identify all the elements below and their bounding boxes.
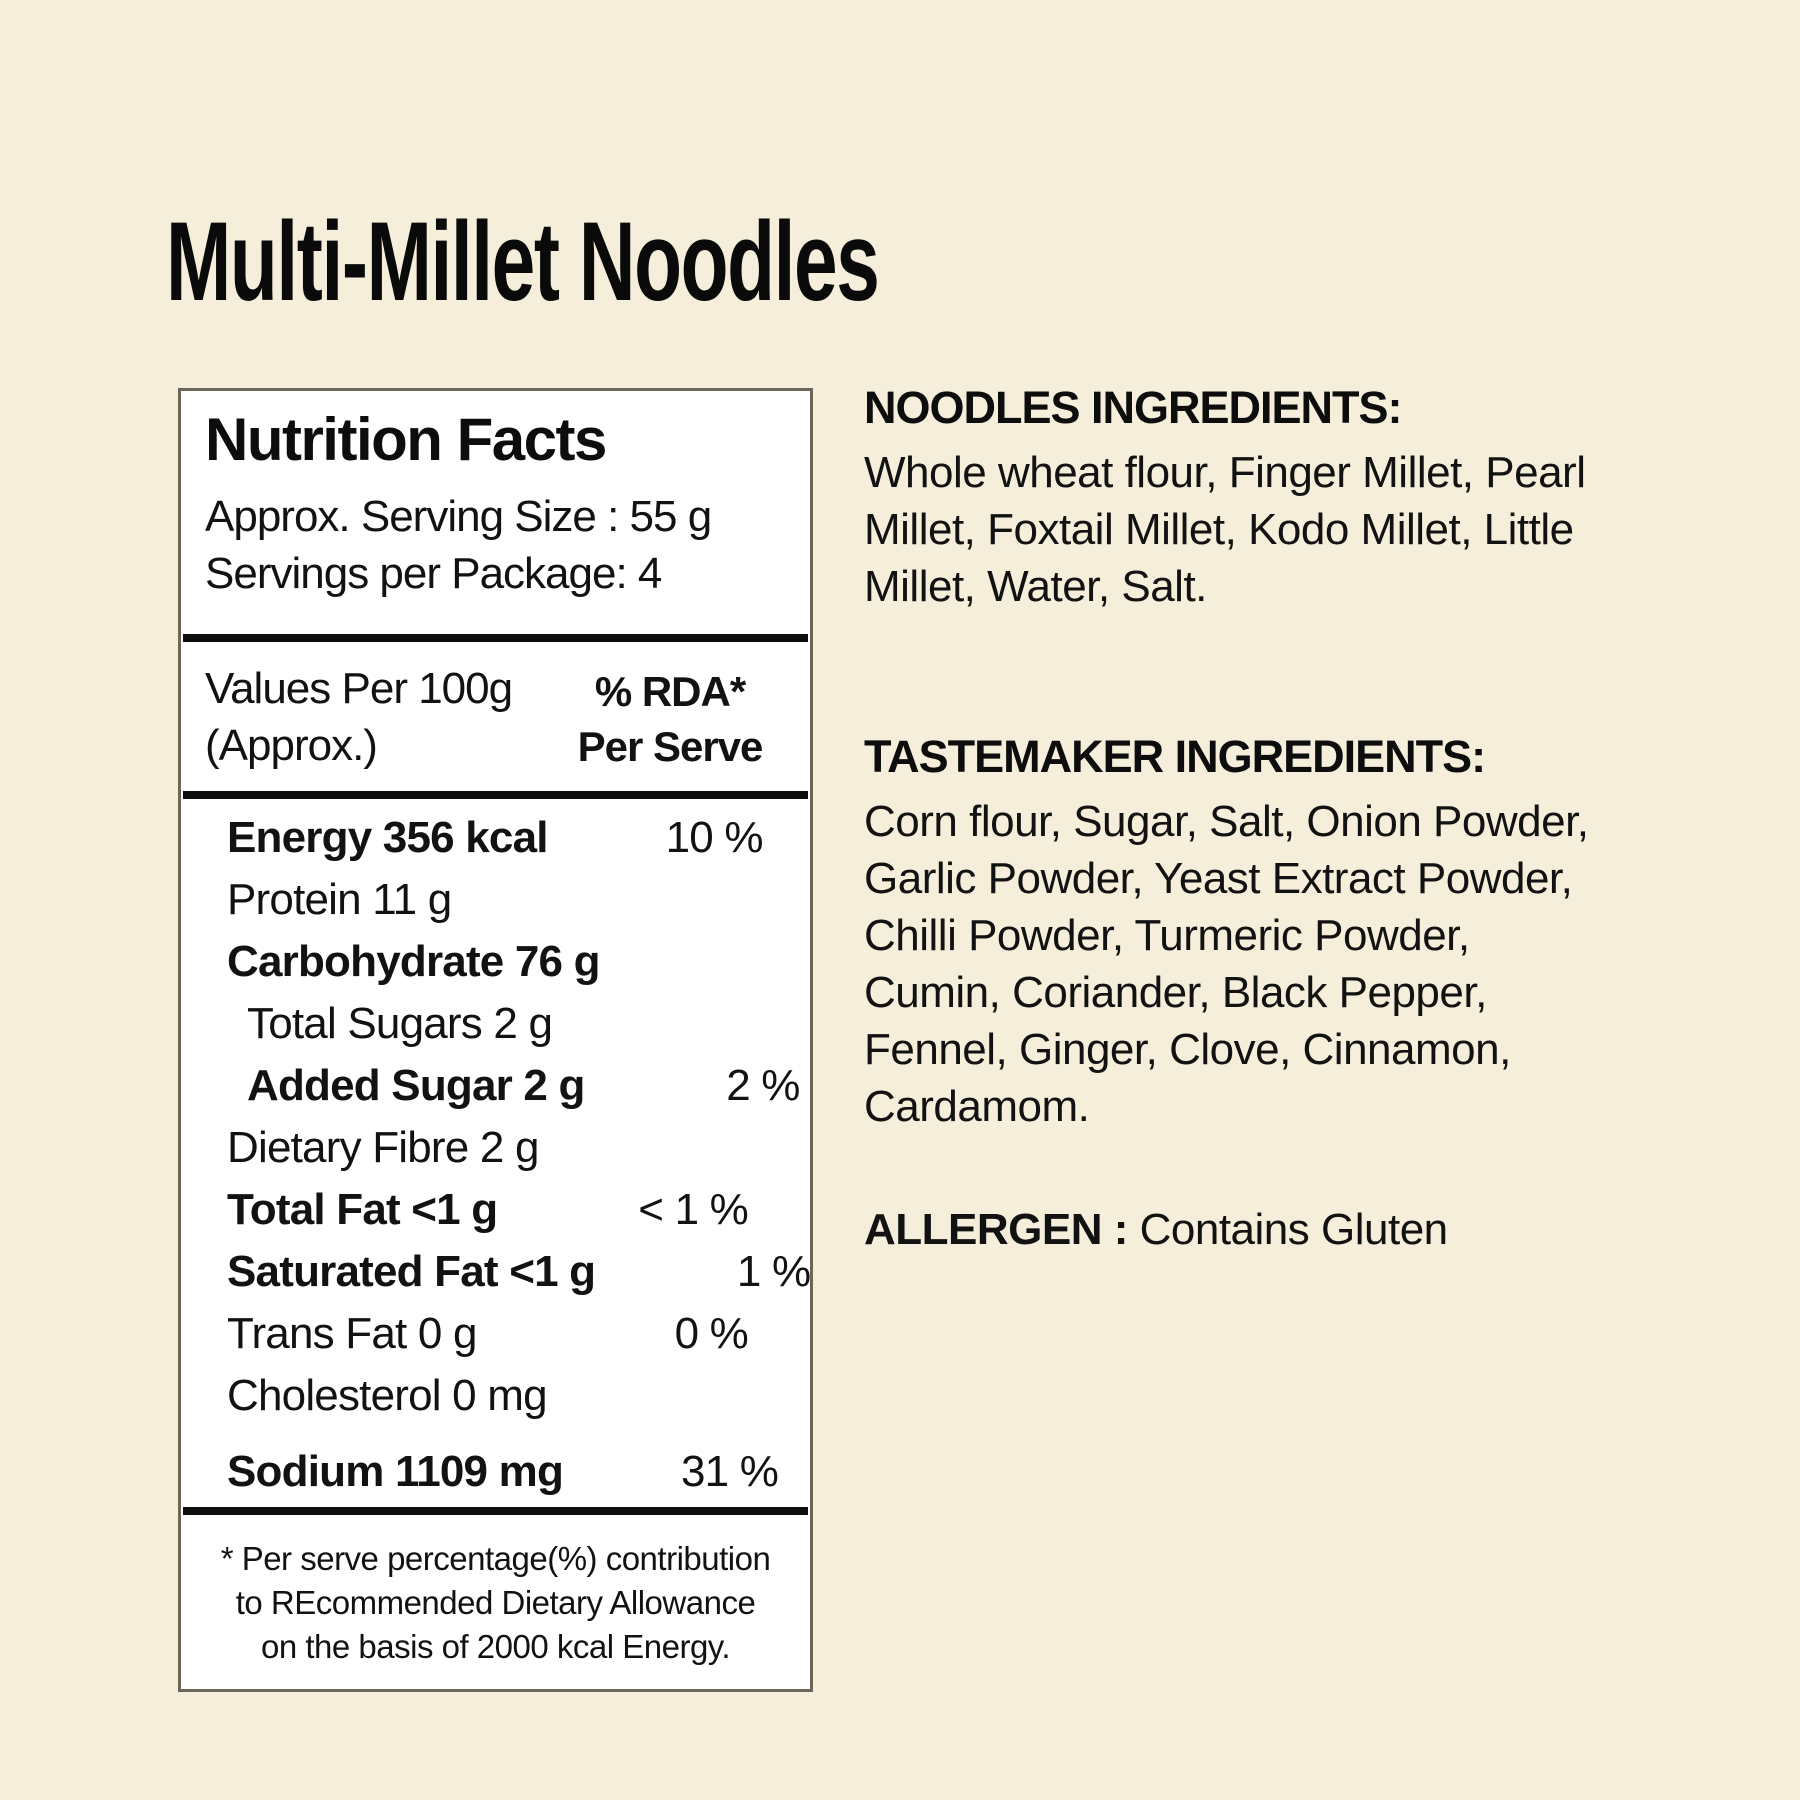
nutrition-row: [181, 1365, 810, 1427]
tastemaker-ingredients-block: [864, 731, 1664, 1135]
ingredients-line: Whole wheat flour, Finger Millet, Pearl: [864, 448, 1586, 497]
thick-divider: [183, 634, 808, 642]
nutrient-label: Total Sugars 2 g: [247, 999, 553, 1048]
nutrient-rda-value: 2 %: [726, 1061, 800, 1110]
nutrient-rda-value: 10 %: [665, 813, 763, 862]
nutrient-label: Protein 11 g: [227, 875, 452, 924]
rda-column-line: % RDA*: [594, 668, 746, 715]
allergen-value: Contains Gluten: [1139, 1205, 1448, 1254]
thick-divider: [183, 791, 808, 799]
ingredients-line: Millet, Foxtail Millet, Kodo Millet, Little: [864, 505, 1574, 554]
footnote-line: * Per serve percentage(%) contribution: [220, 1540, 771, 1577]
rda-footnote: [181, 1515, 810, 1689]
nutrition-row: [181, 1117, 810, 1179]
nutrition-row: [181, 931, 810, 993]
ingredients-line: Cardamom.: [864, 1082, 1090, 1131]
values-per-100g-line: (Approx.): [205, 721, 377, 770]
ingredients-line: Millet, Water, Salt.: [864, 562, 1207, 611]
nutrient-label: Carbohydrate 76 g: [227, 937, 600, 986]
ingredients-line: Garlic Powder, Yeast Extract Powder,: [864, 854, 1573, 903]
values-per-100g-line: Values Per 100g: [205, 664, 513, 713]
nutrition-row: [181, 807, 810, 869]
footnote-line: to REcommended Dietary Allowance: [235, 1584, 756, 1621]
rda-column-line: Per Serve: [577, 723, 763, 770]
nutrient-rows: [181, 799, 810, 1507]
nutrition-row: [181, 869, 810, 931]
ingredients-line: Corn flour, Sugar, Salt, Onion Powder,: [864, 797, 1589, 846]
nutrient-label: Dietary Fibre 2 g: [227, 1123, 539, 1172]
nutrient-label: Added Sugar 2 g: [247, 1061, 585, 1110]
serving-info: [205, 488, 802, 602]
nutrient-label: Sodium 1109 mg: [227, 1447, 564, 1496]
thick-divider: [183, 1507, 808, 1515]
nutrient-label: Saturated Fat <1 g: [227, 1247, 596, 1296]
nutrition-row: [181, 1179, 810, 1241]
values-column-header: [181, 642, 810, 791]
nutrition-facts-panel: [178, 388, 813, 1692]
page-title: Multi-Millet Noodles: [166, 199, 879, 324]
ingredients-line: Cumin, Coriander, Black Pepper,: [864, 968, 1487, 1017]
nutrient-rda-value: 0 %: [674, 1309, 748, 1358]
noodles-ingredients-heading: NOODLES INGREDIENTS:: [864, 382, 1402, 433]
allergen-label: ALLERGEN :: [864, 1205, 1140, 1254]
allergen-statement: [864, 1205, 1664, 1255]
nutrient-label: Cholesterol 0 mg: [227, 1371, 547, 1420]
nutrition-row: [181, 1303, 810, 1365]
ingredients-line: Chilli Powder, Turmeric Powder,: [864, 911, 1470, 960]
footnote-line: on the basis of 2000 kcal Energy.: [260, 1628, 731, 1665]
serving-line: Approx. Serving Size : 55 g: [205, 492, 712, 541]
nutrient-rda-value: 31 %: [680, 1447, 779, 1496]
nutrient-rda-value: 1 %: [736, 1247, 810, 1296]
tastemaker-ingredients-text: [864, 793, 1664, 1135]
nutrition-facts-title: Nutrition Facts: [205, 406, 606, 473]
values-per-100g-label: [205, 642, 560, 791]
nutrition-row: [181, 1055, 810, 1117]
noodles-ingredients-block: [864, 382, 1664, 615]
nutrient-label: Total Fat <1 g: [227, 1185, 498, 1234]
nutrition-row: [181, 993, 810, 1055]
nutrition-panel-header: [181, 391, 810, 634]
nutrient-label: Trans Fat 0 g: [227, 1309, 477, 1358]
rda-column-label: [560, 642, 810, 791]
tastemaker-ingredients-heading: TASTEMAKER INGREDIENTS:: [864, 731, 1486, 782]
serving-line: Servings per Package: 4: [205, 549, 662, 598]
nutrient-rda-value: < 1 %: [638, 1185, 748, 1234]
nutrient-label: Energy 356 kcal: [227, 813, 548, 862]
nutrition-row: [181, 1241, 810, 1303]
ingredients-column: [864, 382, 1664, 1255]
ingredients-line: Fennel, Ginger, Clove, Cinnamon,: [864, 1025, 1511, 1074]
nutrition-row: [181, 1441, 810, 1503]
noodles-ingredients-text: [864, 444, 1664, 615]
